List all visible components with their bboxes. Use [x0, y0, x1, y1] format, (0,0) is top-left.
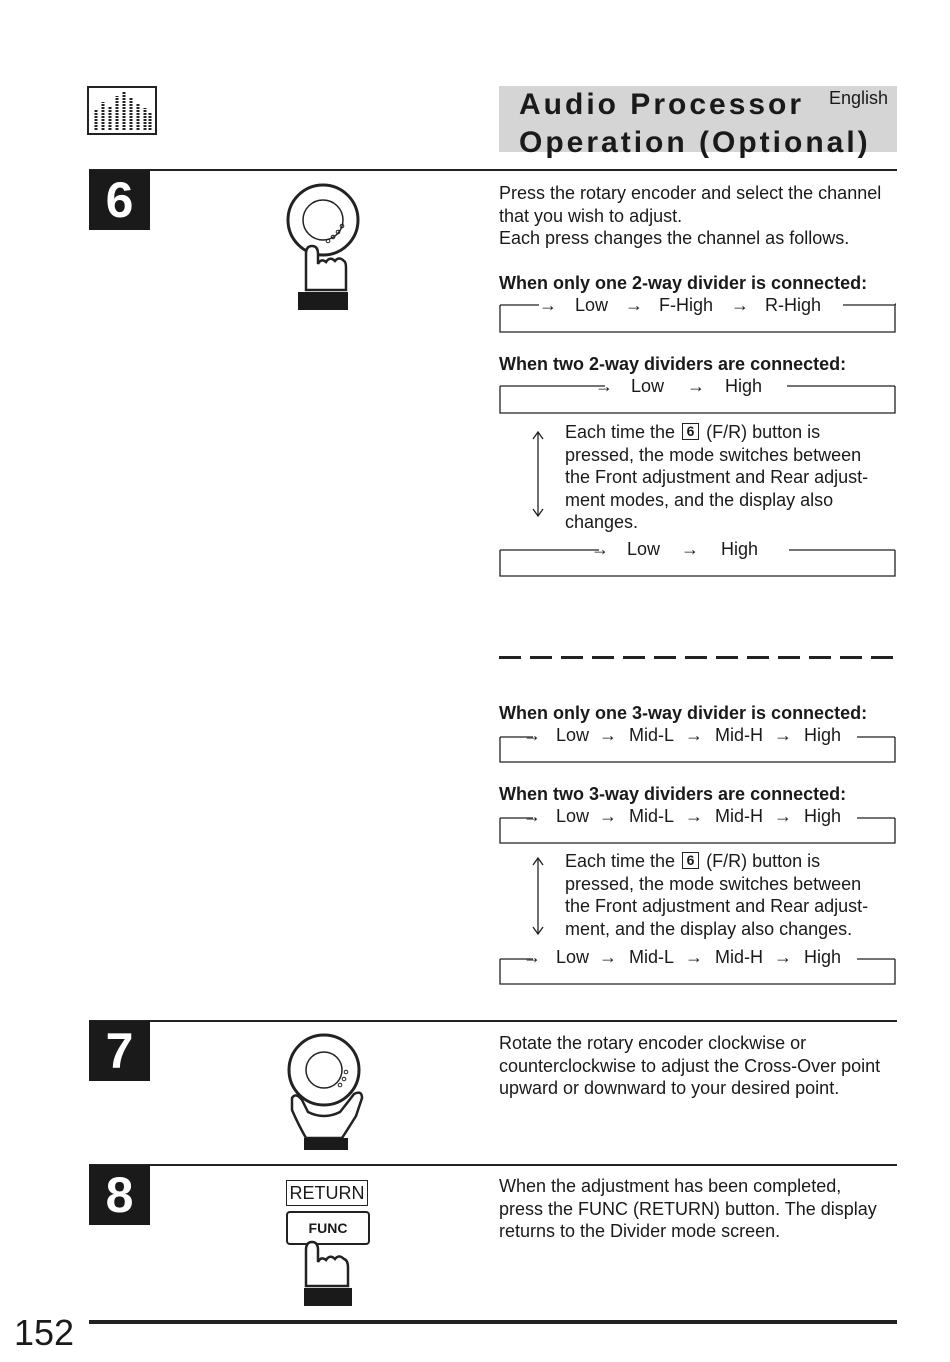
two-3way-heading: When two 3-way dividers are connected: — [499, 784, 847, 804]
sequence-item: Mid-L — [629, 725, 675, 745]
step-6-badge: 6 — [89, 170, 150, 230]
step8-divider — [89, 1164, 897, 1166]
step-7-badge: 7 — [89, 1021, 150, 1081]
sequence-item: High — [725, 376, 763, 396]
fr-note-3way: Each time the 6 (F/R) button is pressed, the mode switches between the Front adjustment and Rear adjust- ment, and the display also changes. — [565, 851, 869, 939]
one-2way-sequence: → Low → F-High → R-High — [499, 295, 896, 335]
step-8-badge: 8 — [89, 1165, 150, 1225]
sequence-item: Low — [556, 947, 590, 967]
updown-arrow-icon — [530, 856, 546, 936]
language-label: English — [829, 88, 889, 108]
sequence-item: Mid-H — [715, 947, 763, 967]
two-3way-front-sequence: → Low → Mid-L → Mid-H → High — [499, 806, 896, 846]
step8-text: When the adjustment has been completed, press the FUNC (RETURN) button. The display returns to the Divider mode screen. — [499, 1176, 877, 1241]
return-label: RETURN — [286, 1180, 368, 1206]
step6-intro: Press the rotary encoder and select the channel that you wish to adjust. Each press changes the channel as follows. — [499, 183, 882, 248]
two-3way-rear-sequence: → Low → Mid-L → Mid-H → High — [499, 947, 896, 987]
sequence-item: High — [804, 725, 842, 745]
equalizer-icon — [87, 86, 157, 135]
fr-key-6: 6 — [682, 423, 699, 440]
one-3way-heading: When only one 3-way divider is connected: — [499, 703, 868, 723]
sequence-item: R-High — [765, 295, 822, 315]
updown-arrow-icon — [530, 430, 546, 518]
step7-text: Rotate the rotary encoder clockwise or counterclockwise to adjust the Cross-Over point upward or downward to your desired point. — [499, 1033, 881, 1098]
sequence-item: F-High — [659, 295, 714, 315]
page-number: 152 — [14, 1312, 75, 1353]
sequence-item: Mid-H — [715, 725, 763, 745]
pointing-hand-icon — [298, 1228, 358, 1308]
rotary-encoder-rotate-icon — [284, 1032, 368, 1152]
sequence-item: High — [804, 806, 842, 826]
two-2way-rear-sequence: → Low → High — [499, 539, 896, 579]
func-button[interactable]: FUNC — [286, 1211, 370, 1245]
sequence-item: Mid-L — [629, 806, 675, 826]
two-2way-front-sequence: → Low → High — [499, 376, 896, 416]
step7-divider — [89, 1020, 897, 1022]
one-3way-sequence: → Low → Mid-L → Mid-H → High — [499, 725, 896, 765]
sequence-item: Low — [631, 376, 665, 396]
rotary-encoder-press-icon — [284, 182, 364, 312]
fr-key-6: 6 — [682, 852, 699, 869]
fr-note-2way: Each time the 6 (F/R) button is pressed, the mode switches between the Front adjustment and Rear adjust- ment modes, and the display also changes. — [565, 422, 869, 532]
one-2way-heading: When only one 2-way divider is connected: — [499, 273, 868, 293]
sequence-item: Low — [556, 725, 590, 745]
sequence-item: High — [721, 539, 759, 559]
two-2way-heading: When two 2-way dividers are connected: — [499, 354, 847, 374]
sequence-item: Low — [575, 295, 609, 315]
sequence-item: Low — [627, 539, 661, 559]
sequence-item: High — [804, 947, 842, 967]
sequence-item: Mid-H — [715, 806, 763, 826]
sequence-item: Low — [556, 806, 590, 826]
footer-rule — [89, 1320, 897, 1324]
page-title: Audio Processor Operation (Optional) — [519, 88, 871, 159]
sequence-item: Mid-L — [629, 947, 675, 967]
step6-divider — [89, 169, 897, 171]
